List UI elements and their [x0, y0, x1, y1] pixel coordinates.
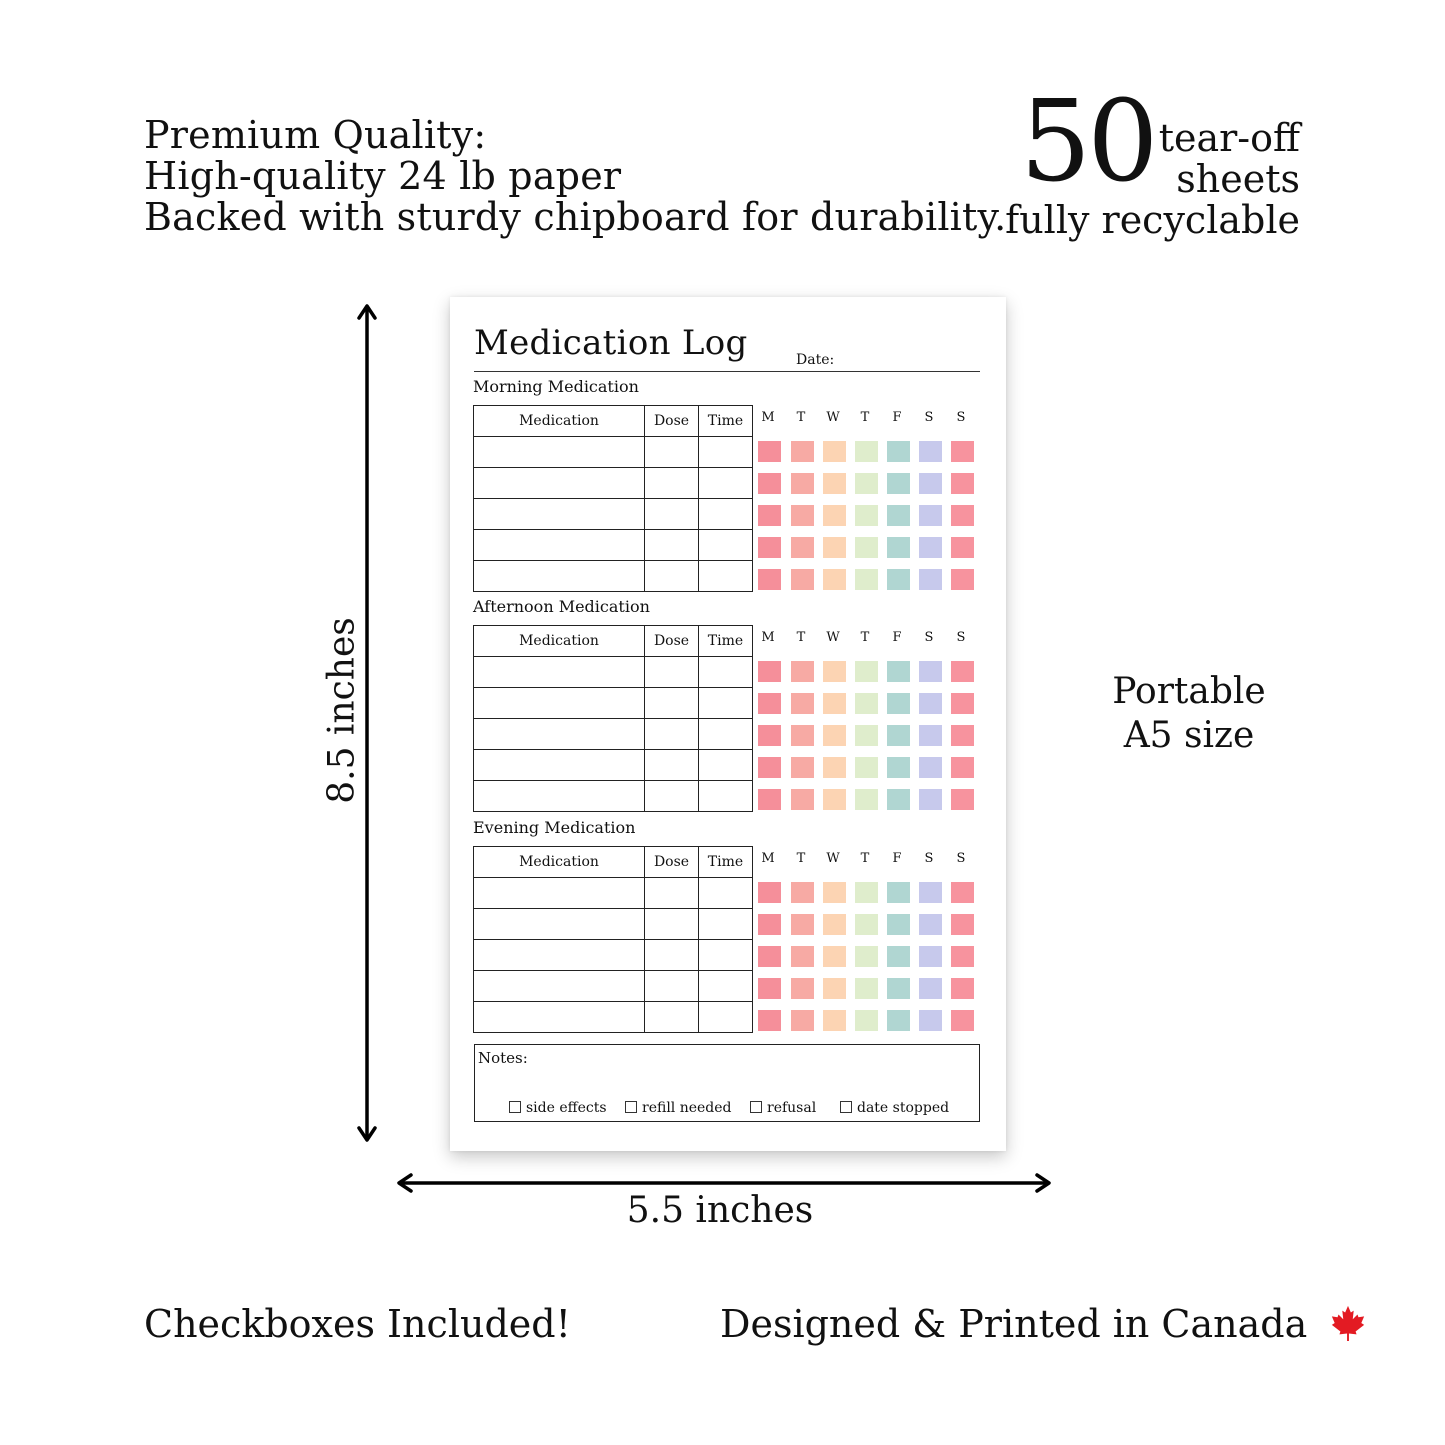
day-checkbox[interactable] — [823, 441, 846, 462]
day-checkbox[interactable] — [791, 1010, 814, 1031]
day-checkbox[interactable] — [855, 537, 878, 558]
day-header: M — [761, 630, 775, 645]
day-checkbox[interactable] — [823, 1010, 846, 1031]
day-checkbox[interactable] — [887, 537, 910, 558]
medication-cell[interactable] — [474, 909, 645, 940]
medication-cell[interactable] — [474, 657, 645, 688]
day-checkbox[interactable] — [887, 1010, 910, 1031]
medication-cell[interactable] — [474, 878, 645, 909]
checkbox-icon — [840, 1101, 852, 1113]
time-cell[interactable] — [699, 688, 753, 719]
sheet-count-label-1: tear-off — [1158, 116, 1300, 160]
time-cell[interactable] — [699, 468, 753, 499]
day-checkbox[interactable] — [791, 661, 814, 682]
sheet-title: Medication Log — [474, 323, 748, 363]
day-checkbox[interactable] — [823, 914, 846, 935]
made-in-canada-label — [720, 1302, 1367, 1351]
day-checkbox[interactable] — [887, 661, 910, 682]
table-row — [474, 1002, 753, 1033]
checkbox-date-stopped[interactable] — [840, 1100, 949, 1116]
checkbox-icon — [750, 1101, 762, 1113]
medication-table — [473, 625, 753, 812]
medication-log-sheet — [450, 297, 1006, 1151]
medication-table — [473, 405, 753, 592]
day-checkbox[interactable] — [758, 725, 781, 746]
day-checkbox[interactable] — [887, 693, 910, 714]
table-row — [474, 561, 753, 592]
column-header-time: Time — [699, 847, 753, 878]
day-checkbox[interactable] — [791, 441, 814, 462]
dose-cell[interactable] — [645, 781, 699, 812]
day-checkbox[interactable] — [951, 1010, 974, 1031]
day-checkbox[interactable] — [919, 505, 942, 526]
day-checkbox[interactable] — [951, 537, 974, 558]
day-header: M — [761, 851, 775, 866]
day-header: T — [796, 630, 806, 645]
day-header: T — [860, 851, 870, 866]
day-checkbox[interactable] — [887, 978, 910, 999]
medication-cell[interactable] — [474, 940, 645, 971]
dose-cell[interactable] — [645, 657, 699, 688]
day-checkbox[interactable] — [758, 693, 781, 714]
day-checkbox[interactable] — [887, 441, 910, 462]
day-checkbox[interactable] — [951, 693, 974, 714]
day-checkbox[interactable] — [855, 473, 878, 494]
medication-cell[interactable] — [474, 499, 645, 530]
day-checkbox[interactable] — [791, 978, 814, 999]
day-checkbox[interactable] — [951, 882, 974, 903]
section-label: Evening Medication — [473, 818, 636, 837]
day-checkbox[interactable] — [823, 473, 846, 494]
table-row — [474, 657, 753, 688]
column-header-medication: Medication — [474, 406, 645, 437]
medication-cell[interactable] — [474, 971, 645, 1002]
day-checkbox[interactable] — [758, 537, 781, 558]
day-checkbox[interactable] — [855, 661, 878, 682]
table-row — [474, 781, 753, 812]
day-checkbox[interactable] — [791, 569, 814, 590]
dose-cell[interactable] — [645, 499, 699, 530]
time-cell[interactable] — [699, 657, 753, 688]
sheet-count-label-2: sheets — [1176, 157, 1300, 201]
day-checkbox[interactable] — [951, 473, 974, 494]
day-checkbox[interactable] — [823, 725, 846, 746]
day-checkbox[interactable] — [951, 725, 974, 746]
day-checkbox[interactable] — [951, 946, 974, 967]
dose-cell[interactable] — [645, 878, 699, 909]
day-checkbox[interactable] — [823, 946, 846, 967]
day-checkbox[interactable] — [887, 757, 910, 778]
day-header: F — [892, 630, 902, 645]
maple-leaf-icon — [1329, 1304, 1367, 1351]
day-checkbox[interactable] — [791, 946, 814, 967]
day-checkbox[interactable] — [855, 725, 878, 746]
section-label: Afternoon Medication — [473, 597, 650, 616]
medication-cell[interactable] — [474, 781, 645, 812]
title-underline — [474, 371, 980, 372]
day-header: S — [956, 630, 966, 645]
day-checkbox[interactable] — [919, 978, 942, 999]
checkbox-side-effects[interactable] — [509, 1100, 607, 1116]
day-checkbox[interactable] — [919, 914, 942, 935]
dose-cell[interactable] — [645, 940, 699, 971]
checkbox-refill-needed[interactable] — [625, 1100, 732, 1116]
day-checkbox[interactable] — [758, 505, 781, 526]
time-cell[interactable] — [699, 719, 753, 750]
day-checkbox[interactable] — [919, 569, 942, 590]
day-checkbox[interactable] — [855, 978, 878, 999]
notes-box — [474, 1044, 980, 1122]
sheet-count-number: 50 — [1020, 77, 1155, 207]
day-header: T — [860, 630, 870, 645]
day-checkbox[interactable] — [887, 914, 910, 935]
day-header: T — [796, 410, 806, 425]
day-checkbox[interactable] — [887, 789, 910, 810]
made-in-canada-text: Designed & Printed in Canada — [720, 1302, 1308, 1346]
headline-line-3: Backed with sturdy chipboard for durability. — [144, 195, 1007, 239]
day-checkbox[interactable] — [951, 661, 974, 682]
day-checkbox[interactable] — [887, 505, 910, 526]
column-header-medication: Medication — [474, 847, 645, 878]
day-header: S — [924, 851, 934, 866]
day-checkbox[interactable] — [855, 946, 878, 967]
portable-line-2: A5 size — [1123, 715, 1255, 756]
checkbox-label: date stopped — [857, 1100, 950, 1116]
day-checkbox[interactable] — [951, 441, 974, 462]
day-checkbox[interactable] — [791, 473, 814, 494]
column-header-dose: Dose — [645, 406, 699, 437]
day-checkbox[interactable] — [791, 505, 814, 526]
day-header: S — [924, 410, 934, 425]
day-checkbox[interactable] — [855, 693, 878, 714]
time-cell[interactable] — [699, 530, 753, 561]
date-label: Date: — [796, 352, 835, 368]
notes-label: Notes: — [478, 1049, 528, 1067]
portable-size-label — [1100, 670, 1278, 758]
day-checkbox[interactable] — [758, 757, 781, 778]
table-row — [474, 499, 753, 530]
medication-cell[interactable] — [474, 530, 645, 561]
width-label: 5.5 inches — [626, 1190, 814, 1231]
day-checkbox[interactable] — [951, 569, 974, 590]
day-header: M — [761, 410, 775, 425]
day-checkbox[interactable] — [855, 757, 878, 778]
dose-cell[interactable] — [645, 688, 699, 719]
table-row — [474, 719, 753, 750]
medication-table — [473, 846, 753, 1033]
day-checkbox[interactable] — [855, 569, 878, 590]
day-checkbox[interactable] — [791, 914, 814, 935]
day-checkbox[interactable] — [758, 789, 781, 810]
time-cell[interactable] — [699, 940, 753, 971]
day-checkbox[interactable] — [791, 757, 814, 778]
table-row — [474, 750, 753, 781]
dose-cell[interactable] — [645, 971, 699, 1002]
column-header-time: Time — [699, 626, 753, 657]
checkbox-label: refusal — [767, 1100, 817, 1116]
day-checkbox[interactable] — [855, 789, 878, 810]
checkbox-label: side effects — [526, 1100, 607, 1116]
medication-cell[interactable] — [474, 437, 645, 468]
section-label: Morning Medication — [473, 377, 639, 396]
day-checkbox[interactable] — [758, 661, 781, 682]
table-row — [474, 437, 753, 468]
dose-cell[interactable] — [645, 909, 699, 940]
checkboxes-included-label: Checkboxes Included! — [144, 1302, 571, 1346]
day-header: W — [826, 630, 840, 645]
dose-cell[interactable] — [645, 468, 699, 499]
table-header-row — [474, 847, 753, 878]
day-checkbox[interactable] — [919, 693, 942, 714]
table-row — [474, 940, 753, 971]
day-checkbox[interactable] — [855, 505, 878, 526]
headline-line-1: Premium Quality: — [144, 113, 487, 157]
day-checkbox[interactable] — [823, 505, 846, 526]
day-checkbox[interactable] — [919, 725, 942, 746]
dose-cell[interactable] — [645, 1002, 699, 1033]
time-cell[interactable] — [699, 971, 753, 1002]
day-header: F — [892, 851, 902, 866]
day-checkbox[interactable] — [919, 441, 942, 462]
day-checkbox[interactable] — [887, 725, 910, 746]
day-checkbox[interactable] — [758, 978, 781, 999]
day-checkbox[interactable] — [919, 1010, 942, 1031]
day-checkbox[interactable] — [791, 537, 814, 558]
medication-cell[interactable] — [474, 468, 645, 499]
dose-cell[interactable] — [645, 530, 699, 561]
day-checkbox[interactable] — [791, 882, 814, 903]
dose-cell[interactable] — [645, 561, 699, 592]
table-row — [474, 878, 753, 909]
day-checkbox[interactable] — [823, 569, 846, 590]
table-row — [474, 468, 753, 499]
day-checkbox[interactable] — [823, 661, 846, 682]
height-label: 8.5 inches — [321, 617, 363, 804]
day-checkbox[interactable] — [855, 882, 878, 903]
day-checkbox[interactable] — [951, 505, 974, 526]
day-checkbox[interactable] — [919, 661, 942, 682]
day-checkbox[interactable] — [855, 914, 878, 935]
checkbox-icon — [625, 1101, 637, 1113]
time-cell[interactable] — [699, 909, 753, 940]
day-checkbox[interactable] — [758, 882, 781, 903]
day-checkbox[interactable] — [823, 693, 846, 714]
table-row — [474, 971, 753, 1002]
table-row — [474, 688, 753, 719]
day-checkbox[interactable] — [758, 569, 781, 590]
day-header: S — [924, 630, 934, 645]
dose-cell[interactable] — [645, 437, 699, 468]
day-checkbox[interactable] — [919, 537, 942, 558]
column-header-medication: Medication — [474, 626, 645, 657]
time-cell[interactable] — [699, 437, 753, 468]
day-checkbox[interactable] — [919, 757, 942, 778]
column-header-time: Time — [699, 406, 753, 437]
time-cell[interactable] — [699, 1002, 753, 1033]
day-checkbox[interactable] — [919, 882, 942, 903]
dose-cell[interactable] — [645, 719, 699, 750]
day-checkbox[interactable] — [823, 882, 846, 903]
day-checkbox[interactable] — [758, 441, 781, 462]
day-checkbox[interactable] — [855, 1010, 878, 1031]
table-row — [474, 909, 753, 940]
day-checkbox[interactable] — [823, 537, 846, 558]
headline-line-2: High-quality 24 lb paper — [144, 154, 622, 198]
day-checkbox[interactable] — [887, 473, 910, 494]
portable-line-1: Portable — [1112, 671, 1266, 712]
time-cell[interactable] — [699, 878, 753, 909]
day-checkbox[interactable] — [823, 757, 846, 778]
day-header: S — [956, 410, 966, 425]
day-header: S — [956, 851, 966, 866]
time-cell[interactable] — [699, 561, 753, 592]
day-checkbox[interactable] — [791, 789, 814, 810]
day-checkbox[interactable] — [887, 882, 910, 903]
day-checkbox[interactable] — [758, 914, 781, 935]
recyclable-label: fully recyclable — [1005, 198, 1300, 242]
day-checkbox[interactable] — [919, 946, 942, 967]
day-checkbox[interactable] — [951, 914, 974, 935]
day-checkbox[interactable] — [791, 693, 814, 714]
day-checkbox[interactable] — [823, 789, 846, 810]
day-header: T — [796, 851, 806, 866]
day-checkbox[interactable] — [919, 473, 942, 494]
day-checkbox[interactable] — [951, 789, 974, 810]
checkbox-refusal[interactable] — [750, 1100, 816, 1116]
medication-cell[interactable] — [474, 1002, 645, 1033]
medication-cell[interactable] — [474, 719, 645, 750]
medication-cell[interactable] — [474, 688, 645, 719]
day-checkbox[interactable] — [758, 473, 781, 494]
day-header: T — [860, 410, 870, 425]
day-checkbox[interactable] — [887, 946, 910, 967]
day-checkbox[interactable] — [951, 978, 974, 999]
table-row — [474, 530, 753, 561]
dose-cell[interactable] — [645, 750, 699, 781]
time-cell[interactable] — [699, 781, 753, 812]
day-checkbox[interactable] — [823, 978, 846, 999]
medication-cell[interactable] — [474, 561, 645, 592]
checkbox-label: refill needed — [642, 1100, 732, 1116]
column-header-dose: Dose — [645, 626, 699, 657]
column-header-dose: Dose — [645, 847, 699, 878]
time-cell[interactable] — [699, 499, 753, 530]
day-checkbox[interactable] — [758, 946, 781, 967]
day-checkbox[interactable] — [887, 569, 910, 590]
day-checkbox[interactable] — [919, 789, 942, 810]
day-checkbox[interactable] — [855, 441, 878, 462]
day-header: W — [826, 851, 840, 866]
day-checkbox[interactable] — [951, 757, 974, 778]
checkbox-icon — [509, 1101, 521, 1113]
day-checkbox[interactable] — [758, 1010, 781, 1031]
time-cell[interactable] — [699, 750, 753, 781]
day-header: F — [892, 410, 902, 425]
table-header-row — [474, 626, 753, 657]
day-header: W — [826, 410, 840, 425]
day-checkbox[interactable] — [791, 725, 814, 746]
table-header-row — [474, 406, 753, 437]
medication-cell[interactable] — [474, 750, 645, 781]
